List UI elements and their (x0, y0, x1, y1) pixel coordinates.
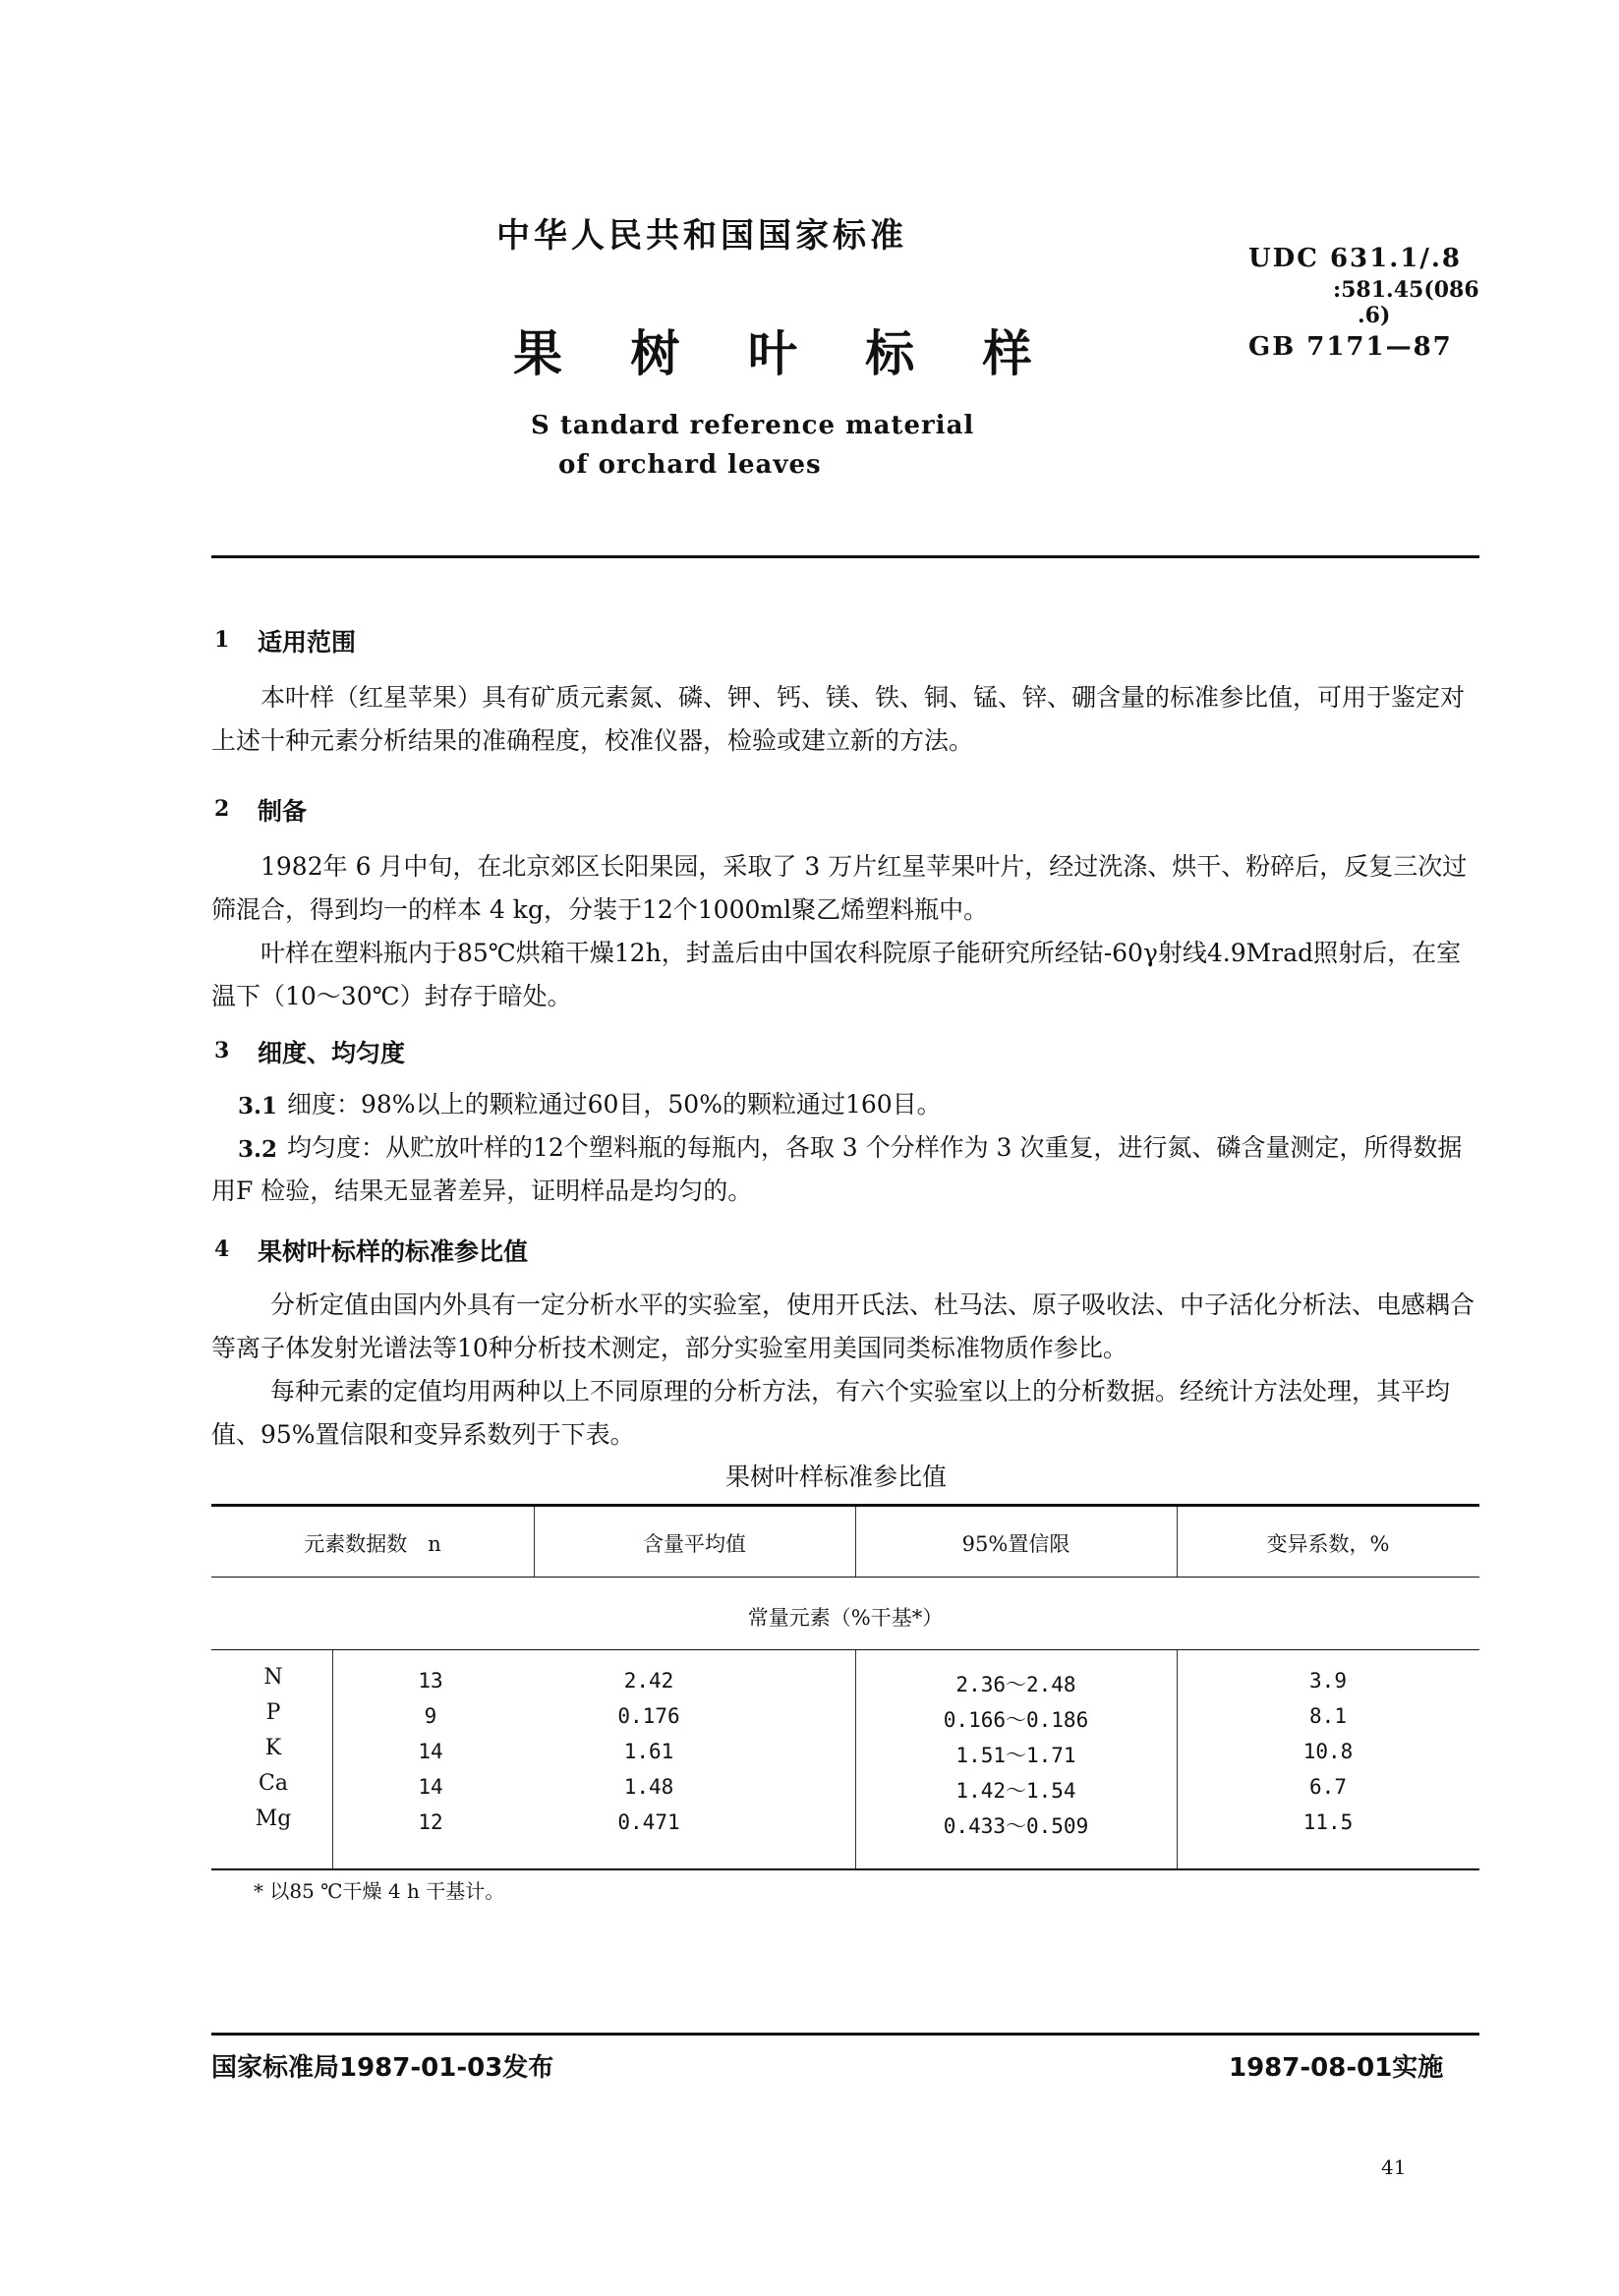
section-1-title: 适用范围 (258, 628, 357, 657)
cv-value: 10.8 (1302, 1740, 1354, 1763)
mean-value: 2.42 (623, 1669, 674, 1693)
confidence-limit: 1.42～1.54 (955, 1779, 1076, 1803)
udc-code-line2: :581.45(086 (1333, 277, 1479, 303)
table-group-title: 常量元素（%干基*） (747, 1606, 944, 1630)
data-count: 13 (418, 1669, 443, 1693)
table-caption: 果树叶样标准参比值 (725, 1463, 948, 1491)
english-title-line2: of orchard leaves (558, 450, 822, 480)
confidence-limit: 0.166～0.186 (943, 1708, 1089, 1732)
publication-date: 国家标准局1987-01-03发布 (211, 2053, 554, 2083)
section-2-paragraph-1: 1982年 6 月中旬，在北京郊区长阳果园，采取了 3 万片红星苹果叶片，经过洗涤、烘干、粉碎后，反复三次过筛混合，得到均一的样本 4 kg，分装于12个1000ml聚乙烯塑料瓶中。 (211, 852, 1468, 924)
data-count: 9 (424, 1704, 437, 1728)
section-4-number: 4 (214, 1236, 230, 1262)
cv-value: 6.7 (1309, 1775, 1347, 1799)
mean-value: 0.176 (617, 1704, 680, 1728)
header-confidence: 95%置信限 (961, 1532, 1070, 1556)
element-symbol: Mg (255, 1807, 292, 1831)
section-2-number: 2 (214, 796, 230, 822)
table-footnote: * 以85 ℃干燥 4 h 干基计。 (254, 1879, 505, 1903)
element-symbol: P (265, 1700, 281, 1725)
section-4-paragraph-1: 分析定值由国内外具有一定分析水平的实验室，使用开氏法、杜马法、原子吸收法、中子活化分析法、电感耦合等离子体发射光谱法等10种分析技术测定，部分实验室用美国同类标准物质作参比。 (211, 1291, 1475, 1362)
table-header-rule (211, 1577, 1479, 1578)
data-count: 14 (418, 1775, 443, 1799)
section-3-2-number: 3.2 (238, 1136, 278, 1163)
english-title-line1: S tandard reference material (531, 411, 975, 440)
section-3-title: 细度、均匀度 (258, 1039, 406, 1067)
mean-value: 1.61 (623, 1740, 674, 1763)
section-1-number: 1 (214, 627, 230, 653)
cv-value: 8.1 (1309, 1704, 1347, 1728)
header-rule (211, 555, 1479, 558)
page-number: 41 (1381, 2155, 1407, 2179)
section-3-number: 3 (214, 1038, 230, 1063)
section-3-2-paragraph: 均匀度：从贮放叶样的12个塑料瓶的每瓶内，各取 3 个分样作为 3 次重复，进行氮、磷含量测定，所得数据用F 检验，结果无显著差异，证明样品是均匀的。 (211, 1133, 1463, 1205)
header-element-count: 元素数据数 n (304, 1532, 441, 1556)
cv-value: 3.9 (1309, 1669, 1347, 1693)
implementation-date: 1987-08-01实施 (1229, 2053, 1444, 2083)
confidence-limit: 1.51～1.71 (955, 1744, 1076, 1767)
footer-rule (211, 2033, 1479, 2036)
section-1-paragraph: 本叶样（红星苹果）具有矿质元素氮、磷、钾、钙、镁、铁、铜、锰、锌、硼含量的标准参比值，可用于鉴定对上述十种元素分析结果的准确程度，校准仪器，检验或建立新的方法。 (211, 683, 1466, 755)
udc-code-line3: .6) (1358, 303, 1391, 328)
section-2-title: 制备 (258, 797, 308, 826)
confidence-limit: 0.433～0.509 (943, 1814, 1089, 1838)
confidence-limit: 2.36～2.48 (955, 1673, 1076, 1696)
table-top-rule (211, 1504, 1479, 1507)
section-4-title: 果树叶标样的标准参比值 (258, 1237, 529, 1266)
cv-value: 11.5 (1302, 1810, 1354, 1834)
section-2-paragraph-2: 叶样在塑料瓶内于85℃烘箱干燥12h，封盖后由中国农科院原子能研究所经钴-60γ射线4.9Mrad照射后，在室温下（10～30℃）封存于暗处。 (211, 939, 1462, 1010)
mean-value: 1.48 (623, 1775, 674, 1799)
mean-value: 0.471 (617, 1810, 680, 1834)
header-mean: 含量平均值 (643, 1532, 746, 1556)
element-symbol: Ca (259, 1771, 288, 1796)
document-title: 果 树 叶 标 样 (513, 325, 1058, 382)
section-3-1-number: 3.1 (238, 1093, 278, 1119)
element-symbol: N (263, 1665, 283, 1690)
gb-number: GB 7171—87 (1248, 332, 1453, 362)
udc-code: UDC 631.1/.8 (1248, 244, 1463, 273)
table-group-rule (211, 1649, 1479, 1650)
section-3-1-paragraph: 细度：98%以上的颗粒通过60目，50%的颗粒通过160目。 (287, 1090, 942, 1119)
section-4-paragraph-2: 每种元素的定值均用两种以上不同原理的分析方法，有六个实验室以上的分析数据。经统计方法处理，其平均值、95%置信限和变异系数列于下表。 (211, 1377, 1451, 1449)
element-symbol: K (264, 1736, 282, 1760)
header-cv: 变异系数，% (1266, 1532, 1390, 1556)
standard-name: 中华人民共和国国家标准 (496, 216, 907, 256)
data-count: 12 (418, 1810, 443, 1834)
data-count: 14 (418, 1740, 443, 1763)
table-bottom-rule (211, 1868, 1479, 1870)
